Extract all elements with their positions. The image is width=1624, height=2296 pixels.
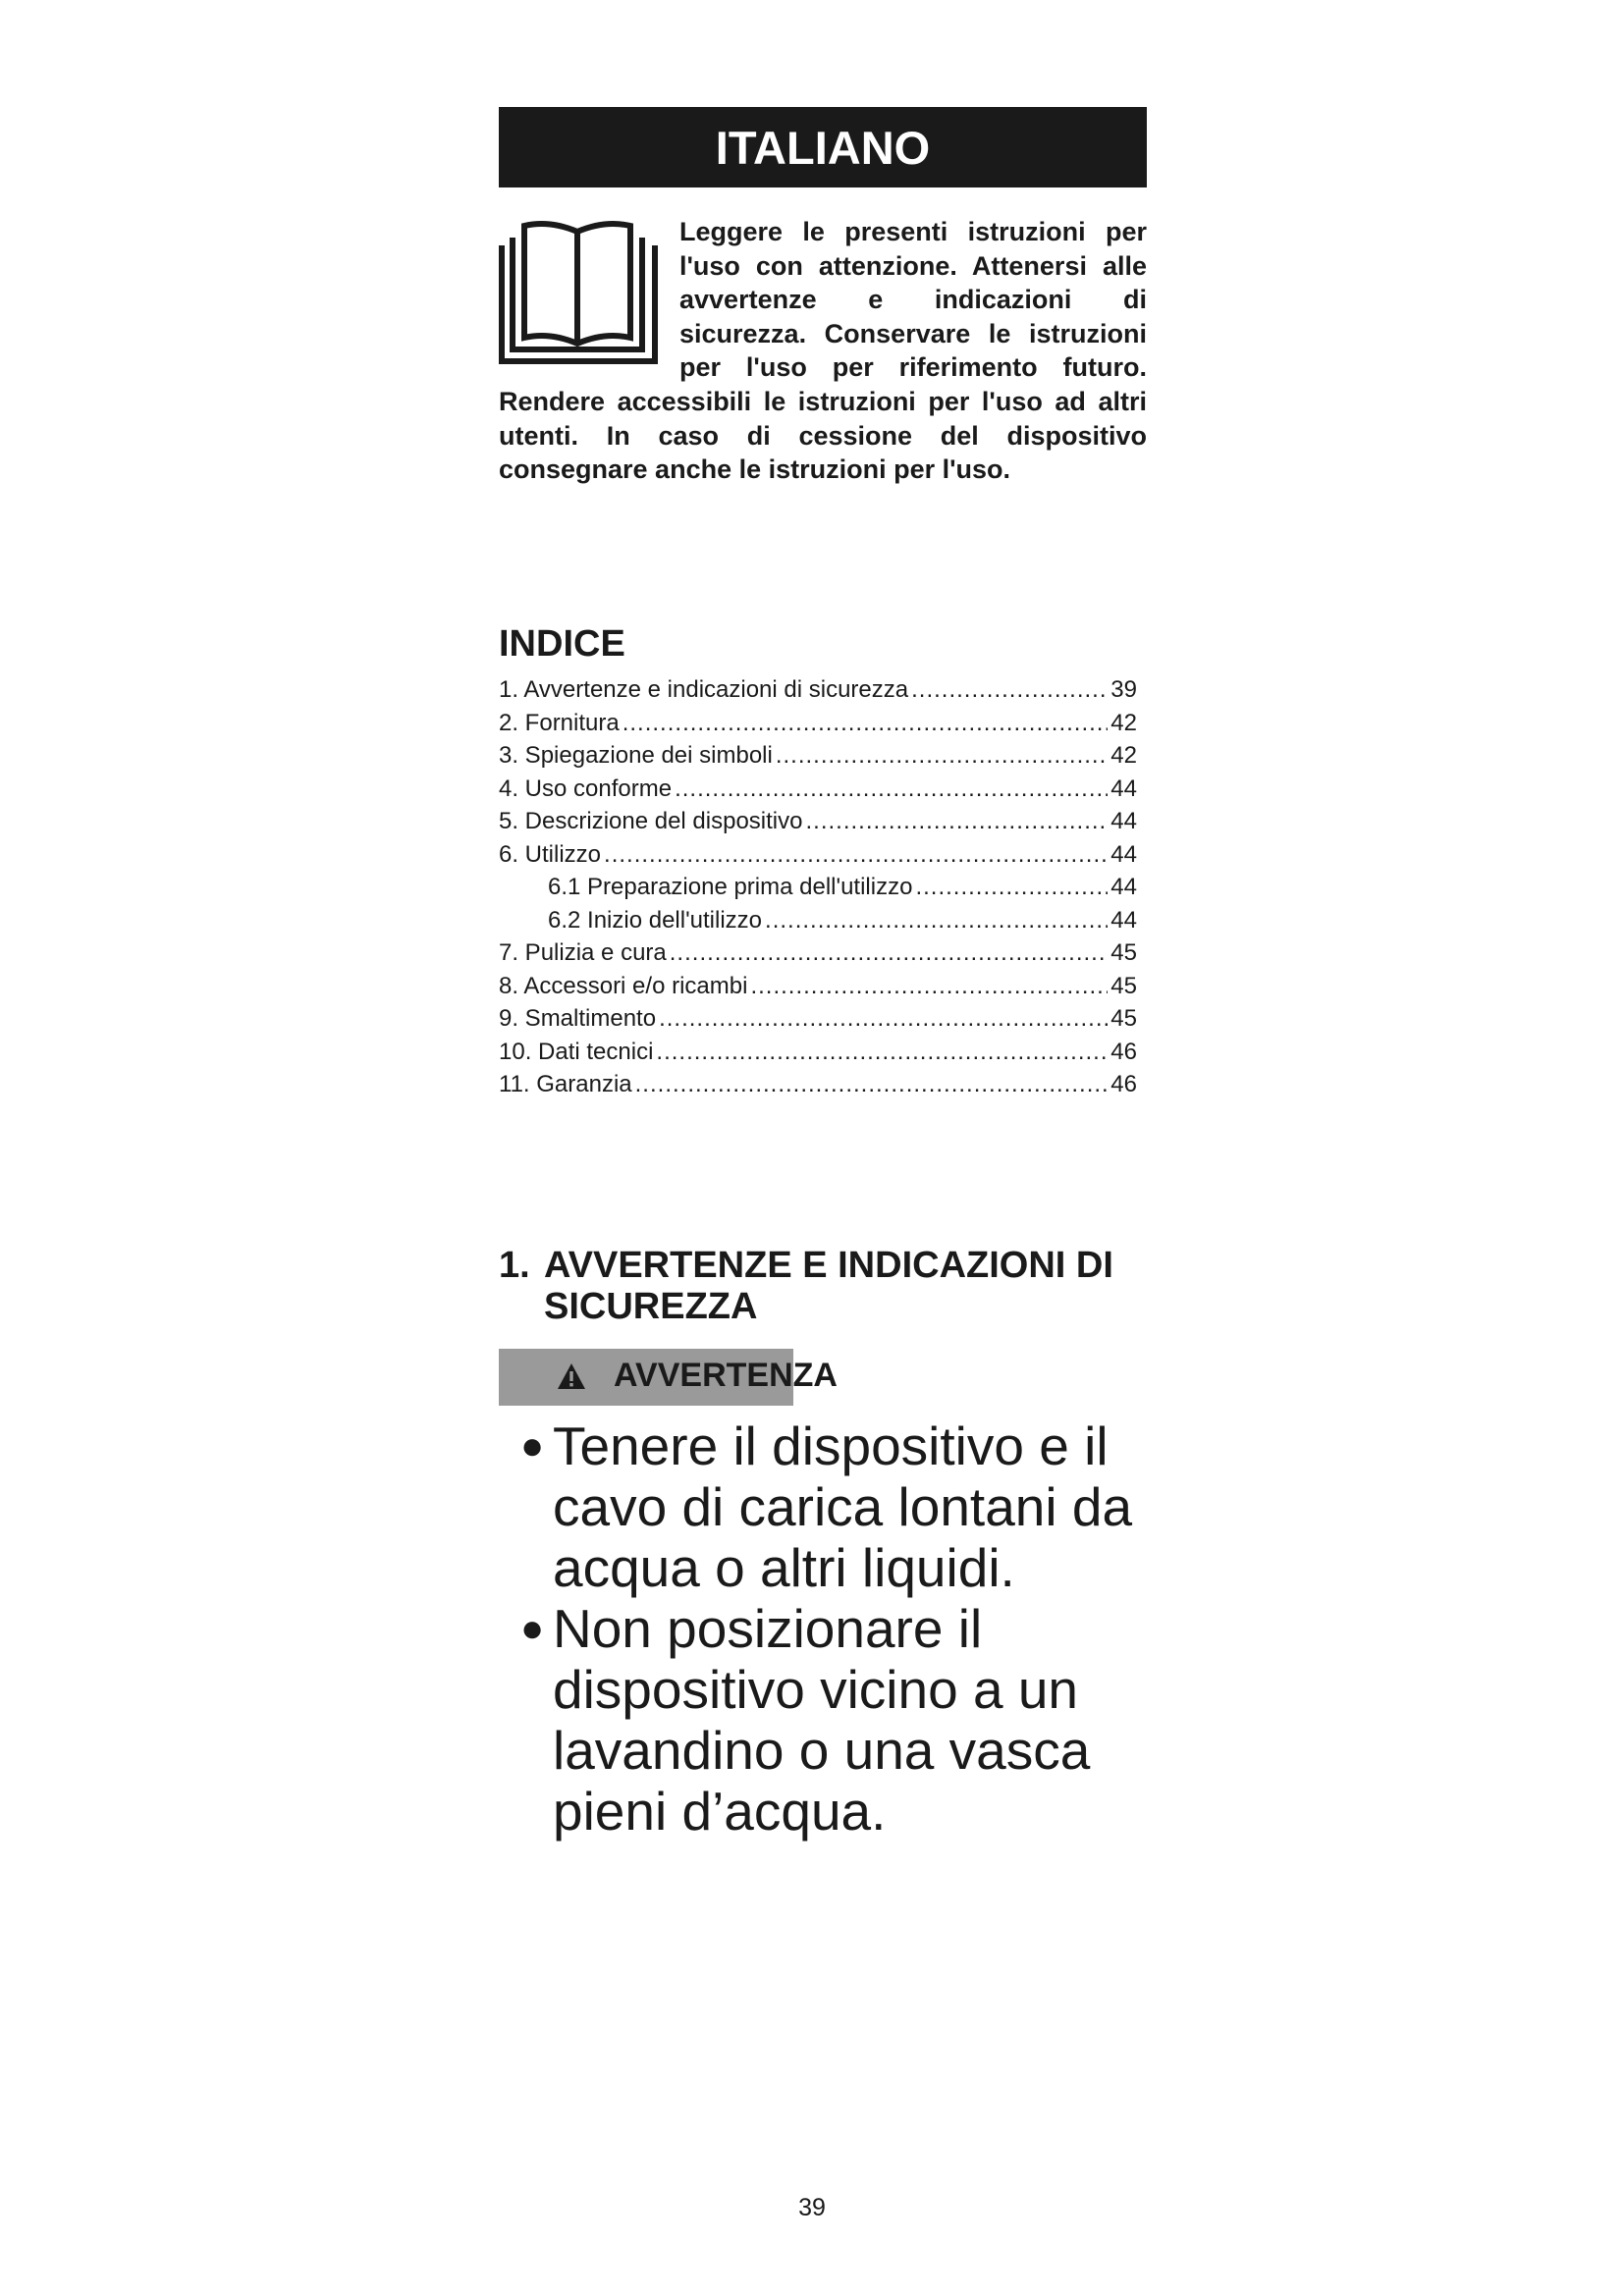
language-banner xyxy=(499,107,1147,187)
toc-subitem: 6.1 Preparazione prima dell'utilizzo ..... 44 xyxy=(499,871,1137,904)
toc-item: 9. Smaltimento ..... 45 xyxy=(499,1002,1137,1036)
toc-item: 6. Utilizzo ..... 44 xyxy=(499,838,1137,872)
toc-item: 1. Avvertenze e indicazioni di sicurezza ..... 39 xyxy=(499,673,1137,707)
toc-item: 3. Spiegazione dei simboli ..... 42 xyxy=(499,739,1137,773)
section-title-line2: SICUREZZA xyxy=(544,1286,758,1327)
list-item xyxy=(520,1415,1159,1598)
warning-label: AVVERTENZA xyxy=(614,1357,838,1394)
toc-item: 11. Garanzia ..... 46 xyxy=(499,1068,1137,1101)
bullet-text: Non posizionare il dispositivo vicino a un lavandino o una vasca pieni d’acqua. xyxy=(553,1598,1091,1842)
warning-bullet-list xyxy=(520,1415,1159,1842)
page-number: 39 xyxy=(798,2194,826,2221)
toc-item: 8. Accessori e/o ricambi ..... 45 xyxy=(499,970,1137,1003)
toc-title: INDICE xyxy=(499,623,625,665)
bullet-icon: ● xyxy=(520,1424,545,1468)
bullet-icon: ● xyxy=(520,1607,545,1650)
section-number: 1. xyxy=(499,1245,530,1286)
intro-text: Leggere le presenti istruzioni per l'uso con attenzione. Attenersi alle avvertenze e indicazioni di sicurezza. Conservare le istruzioni per l'uso per riferimento futuro. Rendere accessibili le istruzioni per l'uso ad altri utenti. In caso di cessione del dispositivo consegnare anche le istruzioni per l'uso. xyxy=(499,217,1147,485)
toc-item: 5. Descrizione del dispositivo ..... 44 xyxy=(499,805,1137,838)
toc-item: 7. Pulizia e cura ..... 45 xyxy=(499,936,1137,970)
toc-subitem: 6.2 Inizio dell'utilizzo ..... 44 xyxy=(499,904,1137,937)
warning-triangle-icon xyxy=(557,1362,586,1390)
toc-item: 4. Uso conforme ..... 44 xyxy=(499,773,1137,806)
list-item xyxy=(520,1598,1159,1842)
section-heading xyxy=(499,1245,1147,1327)
toc-item: 10. Dati tecnici ..... 46 xyxy=(499,1036,1137,1069)
toc-item: 2. Fornitura ..... 42 xyxy=(499,707,1137,740)
table-of-contents xyxy=(499,673,1137,1101)
language-title: ITALIANO xyxy=(715,121,931,174)
warning-header xyxy=(557,1357,838,1395)
section-title-line1: AVVERTENZE E INDICAZIONI DI xyxy=(544,1245,1113,1286)
bullet-text: Tenere il dispositivo e il cavo di carica lontani da acqua o altri liquidi. xyxy=(553,1415,1133,1598)
intro-paragraph xyxy=(499,215,1147,487)
